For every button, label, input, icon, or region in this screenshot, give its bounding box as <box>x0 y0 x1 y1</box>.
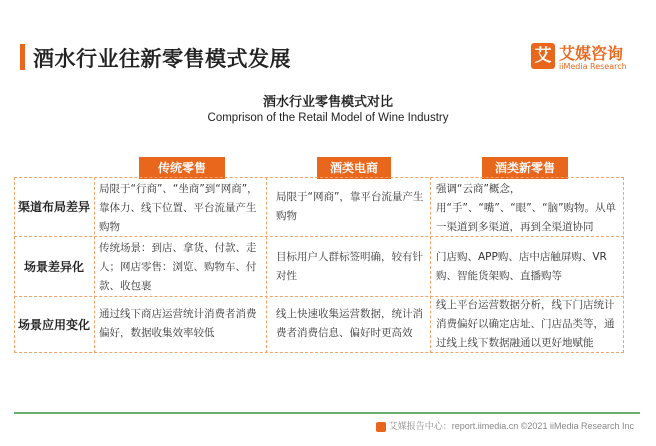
column-header-ecommerce: 酒类电商 <box>317 157 391 179</box>
footer <box>376 419 634 432</box>
title-accent-bar <box>20 44 25 70</box>
footer-divider <box>14 412 640 414</box>
logo-name-cn: 艾媒咨询 <box>559 44 624 63</box>
table-cell: 门店购、APP购、店中店触屏购、VR购、智能货架购、直播购等 <box>436 251 607 282</box>
table-title-cn: 酒水行业零售模式对比 <box>262 95 393 110</box>
footer-logo-icon <box>376 422 386 432</box>
table-cell: 强调“云商”概念，用“手”、“嘴”、“眼”、“脑”购物。从单一渠道到多渠道，再到全渠道协同 <box>436 183 617 233</box>
row-label-channel: 渠道布局差异 <box>17 200 90 214</box>
table-cell: 局限于“行商”、“坐商”到“网商”，靠体力、线下位置、平台流量产生购物 <box>99 183 258 233</box>
column-header-new-retail: 酒类新零售 <box>482 157 568 179</box>
row-label-scenario: 场景差异化 <box>23 260 84 274</box>
column-divider <box>266 177 267 353</box>
table-cell: 局限于“网商”，靠平台流量产生购物 <box>276 191 424 222</box>
logo-name-en: iiMedia Research <box>559 62 627 71</box>
table-cell: 传统场景：到店、拿货、付款、走人；网店零售：浏览、购物车、付款、收包裹 <box>99 242 257 292</box>
table-cell: 目标用户人群标签明确，较有针对性 <box>276 251 423 282</box>
table-cell: 线上快速收集运营数据，统计消费者消费信息、偏好时更高效 <box>276 308 423 339</box>
column-header-traditional: 传统零售 <box>139 157 225 179</box>
row-label-application: 场景应用变化 <box>17 318 90 332</box>
table-title-en: Comprison of the Retail Model of Wine Industry <box>207 112 449 124</box>
footer-text: 艾媒报告中心：report.iimedia.cn ©2021 iiMedia Research Inc <box>388 421 634 431</box>
iimedia-logo-icon: 艾 <box>531 43 555 69</box>
column-divider <box>430 177 431 353</box>
column-divider <box>94 177 95 353</box>
table-cell: 线上平台运营数据分析，线下门店统计消费偏好以确定店址、门店品类等，通过线上线下数据融通以更好地赋能 <box>436 299 615 349</box>
table-cell: 通过线下商店运营统计消费者消费偏好，数据收集效率较低 <box>99 308 257 339</box>
page-title: 酒水行业往新零售模式发展 <box>33 47 291 71</box>
